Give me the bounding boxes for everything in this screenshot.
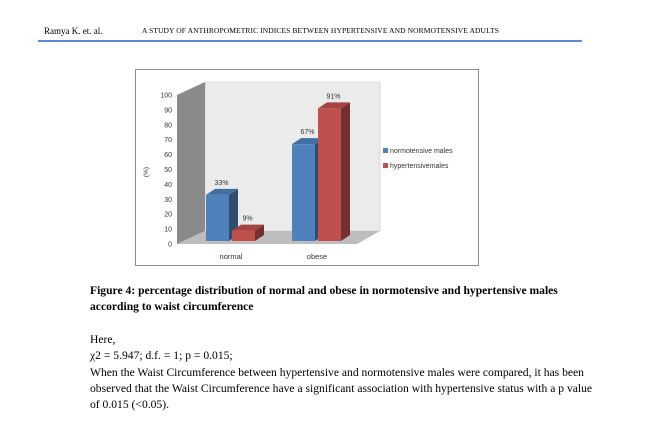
header-title: A STUDY OF ANTHROPOMETRIC INDICES BETWEEN HYPERTENSIVE AND NORMOTENSIVE ADULTS	[142, 26, 500, 35]
chart-frame	[135, 69, 479, 266]
bar-obese-1	[318, 108, 341, 241]
y-tick-label: 0	[168, 241, 172, 249]
y-tick-label: 30	[164, 196, 172, 204]
y-axis-label: (%)	[143, 166, 150, 178]
legend-swatch	[383, 163, 388, 168]
bar-side-obese-1	[341, 102, 350, 241]
x-tick-label: obese	[306, 252, 328, 261]
y-tick-label: 100	[160, 92, 172, 100]
running-header	[44, 26, 580, 40]
data-label: 67%	[300, 129, 315, 137]
data-label: 9%	[242, 215, 253, 223]
body-here: Here,	[90, 333, 116, 346]
legend-label: normotensive males	[390, 148, 453, 155]
y-tick-label: 50	[164, 167, 172, 174]
bar-chart	[136, 70, 478, 265]
y-tick-label: 20	[164, 211, 172, 219]
chart-side-wall	[177, 82, 205, 244]
legend-swatch	[383, 148, 388, 153]
body-paragraph: When the Waist Circumference between hypertensive and normotensive males were compared, it has been observed that the Waist Circumference have a significant association with hypertensive status with a p value of 0.015 (<0.05).	[90, 365, 593, 412]
x-tick-label: normal	[219, 252, 243, 261]
data-label: 33%	[214, 179, 229, 187]
y-tick-label: 60	[164, 152, 172, 160]
bar-normal-0	[206, 195, 229, 241]
body-text	[90, 332, 600, 413]
bar-normal-1	[232, 231, 255, 241]
legend-label: hypertensivemales	[390, 163, 449, 170]
y-tick-label: 40	[164, 181, 172, 189]
y-tick-label: 70	[164, 137, 172, 145]
data-label: 91%	[326, 93, 341, 101]
header-rule	[38, 40, 582, 42]
y-tick-label: 80	[164, 122, 172, 130]
y-tick-label: 10	[164, 226, 172, 234]
figure-caption: Figure 4: percentage distribution of normal and obese in normotensive and hypertensive males according to waist circumference	[90, 284, 558, 313]
body-stats: χ2 = 5.947; d.f. = 1; p = 0.015;	[90, 349, 233, 363]
header-author: Ramya K. et. al.	[44, 26, 103, 36]
bar-obese-0	[292, 144, 315, 241]
y-tick-label: 90	[164, 107, 172, 115]
